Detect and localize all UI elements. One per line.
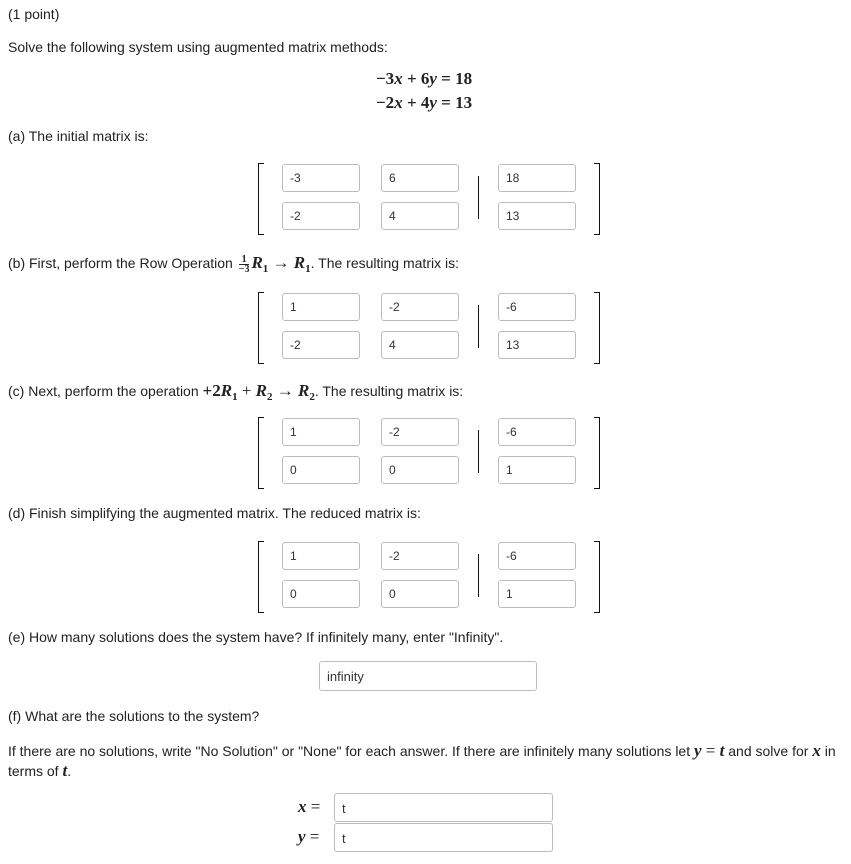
augment-divider bbox=[478, 305, 479, 348]
matrix-b-cell-r1c1[interactable]: 1 bbox=[282, 293, 360, 321]
part-d-label: (d) Finish simplifying the augmented matrix. The reduced matrix is: bbox=[8, 505, 421, 521]
matrix-c-cell-r1c1[interactable]: 1 bbox=[282, 418, 360, 446]
matrix-b-cell-r2c3[interactable]: 13 bbox=[498, 331, 576, 359]
matrix-c-cell-r2c3[interactable]: 1 bbox=[498, 456, 576, 484]
right-bracket bbox=[594, 292, 600, 364]
matrix-b-cell-r2c1[interactable]: -2 bbox=[282, 331, 360, 359]
matrix-b bbox=[258, 292, 600, 362]
instructions: Solve the following system using augmented matrix methods: bbox=[8, 39, 388, 55]
points-label: (1 point) bbox=[8, 6, 60, 22]
matrix-a-cell-r2c2[interactable]: 4 bbox=[381, 202, 459, 230]
part-e-label: (e) How many solutions does the system have? If infinitely many, enter "Infinity". bbox=[8, 629, 504, 645]
matrix-c-cell-r2c2[interactable]: 0 bbox=[381, 456, 459, 484]
x-answer-input[interactable]: t bbox=[334, 793, 553, 822]
matrix-d-cell-r1c3[interactable]: -6 bbox=[498, 542, 576, 570]
left-bracket bbox=[258, 163, 264, 235]
part-b-label: (b) First, perform the Row Operation $\frac{1}{-3}$ $R_1 \to R_1$. The resulting matrix is: bbox=[8, 253, 459, 275]
matrix-c-cell-r1c3[interactable]: -6 bbox=[498, 418, 576, 446]
part-f-note-line-1: If there are no solutions, write "No Solution" or "None" for each answer. If there are infinitely many solutions let y = t and solve for x in bbox=[8, 741, 836, 760]
equation-1: −3x + 6y = 18 bbox=[376, 69, 473, 88]
y-answer-input[interactable]: t bbox=[334, 823, 553, 852]
solution-count-input[interactable]: infinity bbox=[319, 661, 537, 691]
part-f-label: (f) What are the solutions to the system? bbox=[8, 708, 260, 724]
matrix-a-cell-r1c1[interactable]: -3 bbox=[282, 164, 360, 192]
matrix-a bbox=[258, 163, 600, 233]
x-label: x = bbox=[298, 797, 321, 816]
left-bracket bbox=[258, 292, 264, 364]
matrix-d-cell-r1c1[interactable]: 1 bbox=[282, 542, 360, 570]
part-f-note-line-2: terms of t. bbox=[8, 761, 72, 780]
matrix-c-cell-r2c1[interactable]: 0 bbox=[282, 456, 360, 484]
matrix-a-cell-r1c3[interactable]: 18 bbox=[498, 164, 576, 192]
matrix-a-cell-r2c3[interactable]: 13 bbox=[498, 202, 576, 230]
augment-divider bbox=[478, 176, 479, 219]
left-bracket bbox=[258, 541, 264, 613]
row-op-fraction: $\frac{1}{-3}$ bbox=[238, 253, 250, 275]
equation-2: −2x + 4y = 13 bbox=[376, 93, 473, 112]
matrix-d-cell-r2c2[interactable]: 0 bbox=[381, 580, 459, 608]
y-label: y = bbox=[298, 827, 320, 846]
part-c-label: (c) Next, perform the operation $+2R_1 + R_2 \to R_2$. The resulting matrix is: bbox=[8, 381, 464, 403]
part-a-label: (a) The initial matrix is: bbox=[8, 128, 149, 144]
matrix-d-cell-r2c3[interactable]: 1 bbox=[498, 580, 576, 608]
right-bracket bbox=[594, 541, 600, 613]
left-bracket bbox=[258, 417, 264, 489]
matrix-d-cell-r2c1[interactable]: 0 bbox=[282, 580, 360, 608]
matrix-b-cell-r1c3[interactable]: -6 bbox=[498, 293, 576, 321]
right-bracket bbox=[594, 163, 600, 235]
matrix-a-cell-r2c1[interactable]: -2 bbox=[282, 202, 360, 230]
matrix-d bbox=[258, 541, 600, 611]
matrix-c-cell-r1c2[interactable]: -2 bbox=[381, 418, 459, 446]
augment-divider bbox=[478, 430, 479, 473]
augment-divider bbox=[478, 554, 479, 597]
right-bracket bbox=[594, 417, 600, 489]
matrix-d-cell-r1c2[interactable]: -2 bbox=[381, 542, 459, 570]
matrix-a-cell-r1c2[interactable]: 6 bbox=[381, 164, 459, 192]
matrix-b-cell-r2c2[interactable]: 4 bbox=[381, 331, 459, 359]
matrix-b-cell-r1c2[interactable]: -2 bbox=[381, 293, 459, 321]
matrix-c bbox=[258, 417, 600, 487]
